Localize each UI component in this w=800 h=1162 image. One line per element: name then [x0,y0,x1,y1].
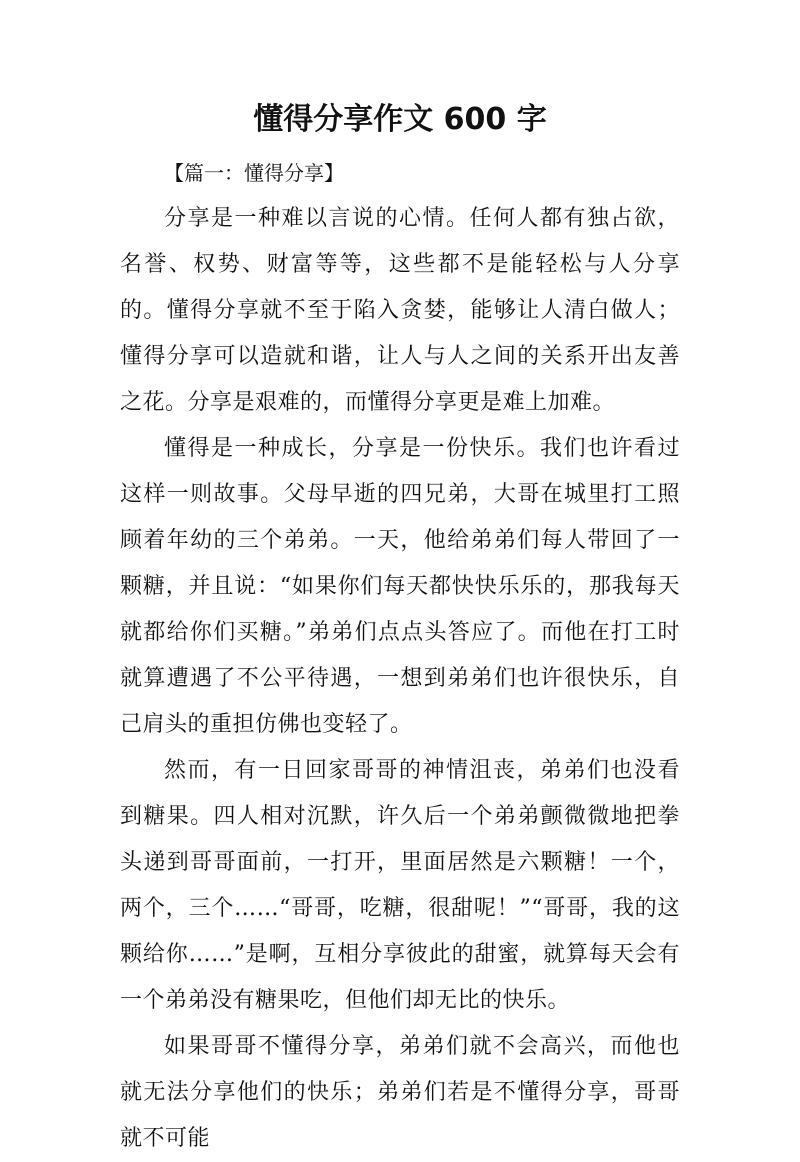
paragraph-4: 如果哥哥不懂得分享，弟弟们就不会高兴，而他也就无法分享他们的快乐；弟弟们若是不懂得分享，哥哥就不可能 [120,1034,680,1151]
section-heading: 【篇一：懂得分享】 [164,161,344,185]
document-title: 懂得分享作文 600 字 [253,102,547,137]
paragraph-1: 分享是一种难以言说的心情。任何人都有独占欲，名誉、权势、财富等等，这些都不是能轻松与人分享的。懂得分享就不至于陷入贪婪，能够让人清白做人；懂得分享可以造就和谐，让人与人之间的关系开出友善之花。分享是艰难的，而懂得分享更是难上加难。 [120,206,680,415]
paragraph-3: 然而，有一日回家哥哥的神情沮丧，弟弟们也没看到糖果。四人相对沉默，许久后一个弟弟颤微微地把拳头递到哥哥面前，一打开，里面居然是六颗糖！一个，两个，三个……“哥哥，吃糖，很甜呢！”“哥哥，我的这颗给你……”是啊，互相分享彼此的甜蜜，就算每天会有一个弟弟没有糖果吃，但他们却无比的快乐。 [120,758,680,1013]
paragraph-2: 懂得是一种成长，分享是一份快乐。我们也许看过这样一则故事。父母早逝的四兄弟，大哥在城里打工照顾着年幼的三个弟弟。一天，他给弟弟们每人带回了一颗糖，并且说：“如果你们每天都快快乐乐的，那我每天就都给你们买糖。”弟弟们点点头答应了。而他在打工时就算遭遇了不公平待遇，一想到弟弟们也许很快乐，自己肩头的重担仿佛也变轻了。 [120,436,680,737]
document-body [120,150,680,1162]
